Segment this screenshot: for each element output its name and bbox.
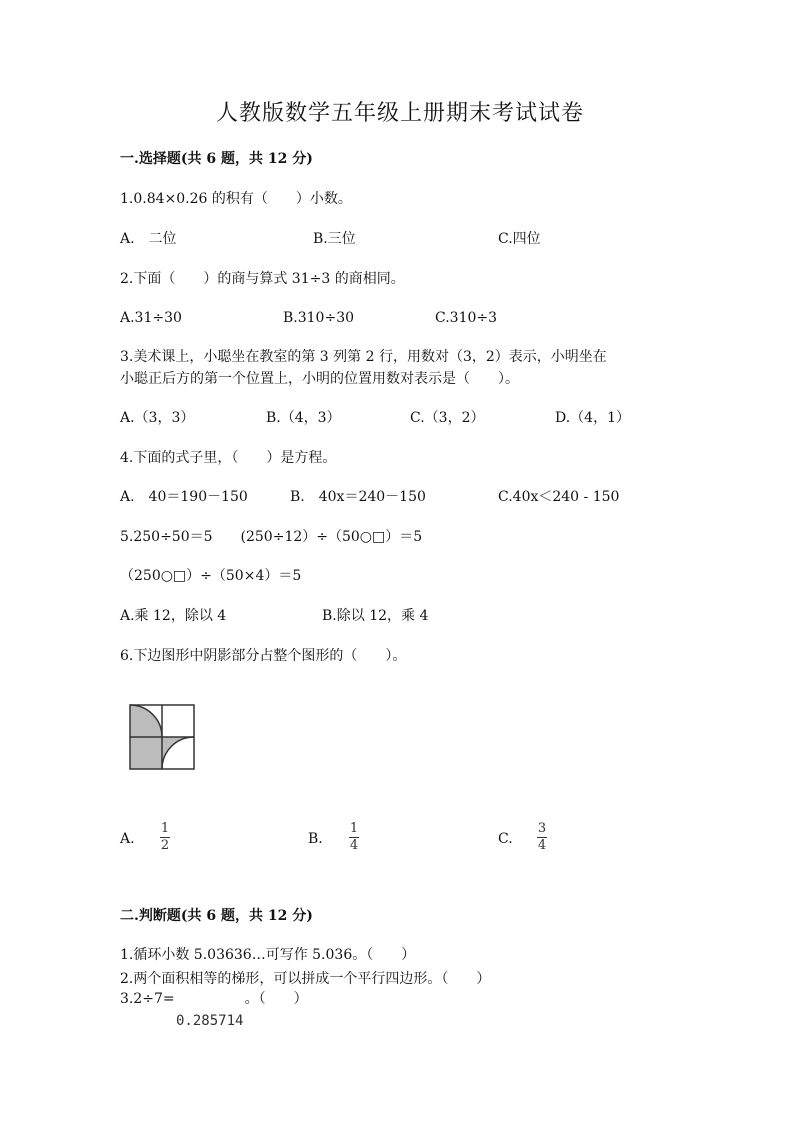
- section-header-judge: 二.判断题(共 6 题，共 12 分): [120, 908, 313, 924]
- judge-question-3-answer: 0.285714: [176, 1013, 244, 1029]
- fraction-denominator: 2: [160, 838, 170, 853]
- question-6-stem: 6.下边图形中阴影部分占整个图形的（ ）。: [120, 648, 407, 664]
- question-3-option-d: D.（4，1）: [555, 410, 630, 426]
- question-6-option-b-label: B.: [308, 831, 323, 847]
- question-3-option-a: A.（3，3）: [120, 410, 195, 426]
- question-5-option-b: B.除以 12，乘 4: [322, 608, 429, 624]
- judge-question-1: 1.循环小数 5.03636…可写作 5.036。（ ）: [120, 947, 416, 963]
- question-6-option-a-fraction: [160, 822, 170, 853]
- page-title: 人教版数学五年级上册期末考试试卷: [215, 101, 584, 126]
- question-6-option-c-fraction: [537, 822, 547, 853]
- fraction-denominator: 4: [537, 838, 547, 853]
- question-5-stem-line-2: （250○□）÷（50×4）＝5: [120, 568, 302, 584]
- fraction-denominator: 4: [349, 838, 359, 853]
- question-6-option-a-label: A.: [120, 831, 135, 847]
- question-1-option-b: B.三位: [313, 231, 356, 247]
- question-1-option-a: A. 二位: [120, 231, 177, 247]
- question-4-option-c: C.40x＜240 - 150: [498, 489, 620, 505]
- question-2-option-a: A.31÷30: [120, 310, 182, 326]
- question-5-stem-line-1: 5.250÷50＝5 (250÷12）÷（50○□）＝5: [120, 529, 423, 545]
- fraction-numerator: 1: [160, 821, 170, 836]
- judge-question-3: 3.2÷7= 。（ ）: [120, 991, 308, 1007]
- question-3-stem-line-2: 小聪正后方的第一个位置上，小明的位置用数对表示是（ ）。: [120, 371, 519, 387]
- question-3-option-b: B.（4，3）: [266, 410, 341, 426]
- question-4-option-a: A. 40＝190－150: [120, 489, 248, 505]
- question-3-option-c: C.（3，2）: [410, 410, 485, 426]
- question-2-stem: 2.下面（ ）的商与算式 31÷3 的商相同。: [120, 271, 405, 287]
- question-1-stem: 1.0.84×0.26 的积有（ ）小数。: [120, 191, 352, 207]
- question-3-stem-line-1: 3.美术课上，小聪坐在教室的第 3 列第 2 行，用数对（3，2）表示，小明坐在: [120, 349, 607, 365]
- question-2-option-c: C.310÷3: [435, 310, 498, 326]
- question-4-option-b: B. 40x＝240－150: [290, 489, 426, 505]
- question-6-option-c-label: C.: [498, 831, 513, 847]
- judge-question-2: 2.两个面积相等的梯形，可以拼成一个平行四边形。（ ）: [120, 971, 491, 987]
- fraction-numerator: 1: [349, 821, 359, 836]
- question-5-option-a: A.乘 12，除以 4: [120, 608, 227, 624]
- question-6-option-b-fraction: [349, 822, 359, 853]
- question-1-option-c: C.四位: [498, 231, 541, 247]
- question-4-stem: 4.下面的式子里，（ ）是方程。: [120, 450, 337, 466]
- shaded-square-figure: [128, 703, 196, 771]
- question-2-option-b: B.310÷30: [283, 310, 355, 326]
- section-header-choice: 一.选择题(共 6 题，共 12 分): [120, 151, 313, 167]
- fraction-numerator: 3: [537, 821, 547, 836]
- shaded-region-bottom-left: [130, 737, 162, 769]
